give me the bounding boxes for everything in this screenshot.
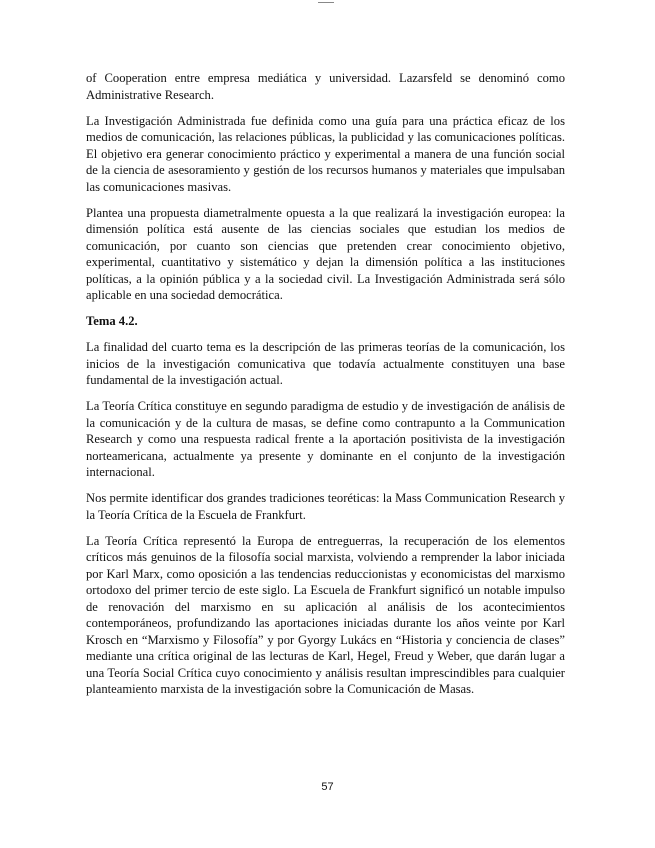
paragraph-7: La Teoría Crítica representó la Europa de entreguerras, la recuperación de los elementos críticos más genuinos de la filosofía social marxista, volviendo a remprender la labor iniciada por Karl Marx, como oposición a las tendencias reduccionistas y economicistas del marxismo ortodoxo del primer tercio de este siglo. La Escuela de Frankfurt significó un notable impulso de renovación del marxismo en su aplicación al análisis de los acontecimientos contemporáneos, profundizando las aportaciones iniciadas durante los años veinte por Karl Krosch en “Marxismo y Filosofía” y por Gyorgy Lukács en “Historia y conciencia de clases” mediante una crítica original de las lecturas de Karl, Hegel, Freud y Weber, que darán lugar a una Teoría Social Crítica cuyo conocimiento y análisis resultan imprescindibles para cualquier planteamiento marxista de la investigación sobre la Comunicación de Masas.: [86, 533, 565, 696]
paragraph-1: of Cooperation entre empresa mediática y universidad. Lazarsfeld se denominó como Administrative Research.: [86, 71, 565, 102]
paragraph-2: La Investigación Administrada fue definida como una guía para una práctica eficaz de los medios de comunicación, las relaciones públicas, la publicidad y las comunicaciones políticas. El objetivo era generar conocimiento práctico y experimental a manera de una función social de la ciencia de asesoramiento y gestión de los recursos humanos y materiales que impulsaban las comunicaciones masivas.: [86, 113, 565, 194]
header-mark: [318, 2, 334, 3]
paragraph-5: La Teoría Crítica constituye en segundo paradigma de estudio y de investigación de análisis de la comunicación y de la cultura de masas, se define como contrapunto a la Communication Research y como una respuesta radical frente a la aportación positivista de la investigación norteamericana, actualmente ya presente y dominante en el conjunto de la investigación internacional.: [86, 399, 565, 479]
paragraph-6: Nos permite identificar dos grandes tradiciones teoréticas: la Mass Communication Research y la Teoría Crítica de la Escuela de Frankfurt.: [86, 491, 565, 522]
paragraph-4: La finalidad del cuarto tema es la descripción de las primeras teorías de la comunicación, los inicios de la investigación comunicativa que todavía actualmente constituyen una base fundamental de la investigación actual.: [86, 340, 565, 387]
section-heading: Tema 4.2.: [86, 314, 138, 328]
document-page: [86, 70, 565, 707]
page-number: 57: [321, 781, 334, 793]
paragraph-3: Plantea una propuesta diametralmente opuesta a la que realizará la investigación europea: la dimensión política está ausente de las ciencias sociales que estudian los medios de comunicación, por cuanto son ciencias que pretenden crear conocimiento objetivo, experimental, cuantitativo y sistemático y dejan la dimensión política a las instituciones políticas, a la opinión pública y a la sociedad civil. La Investigación Administrada será sólo aplicable en una sociedad democrática.: [86, 205, 565, 302]
